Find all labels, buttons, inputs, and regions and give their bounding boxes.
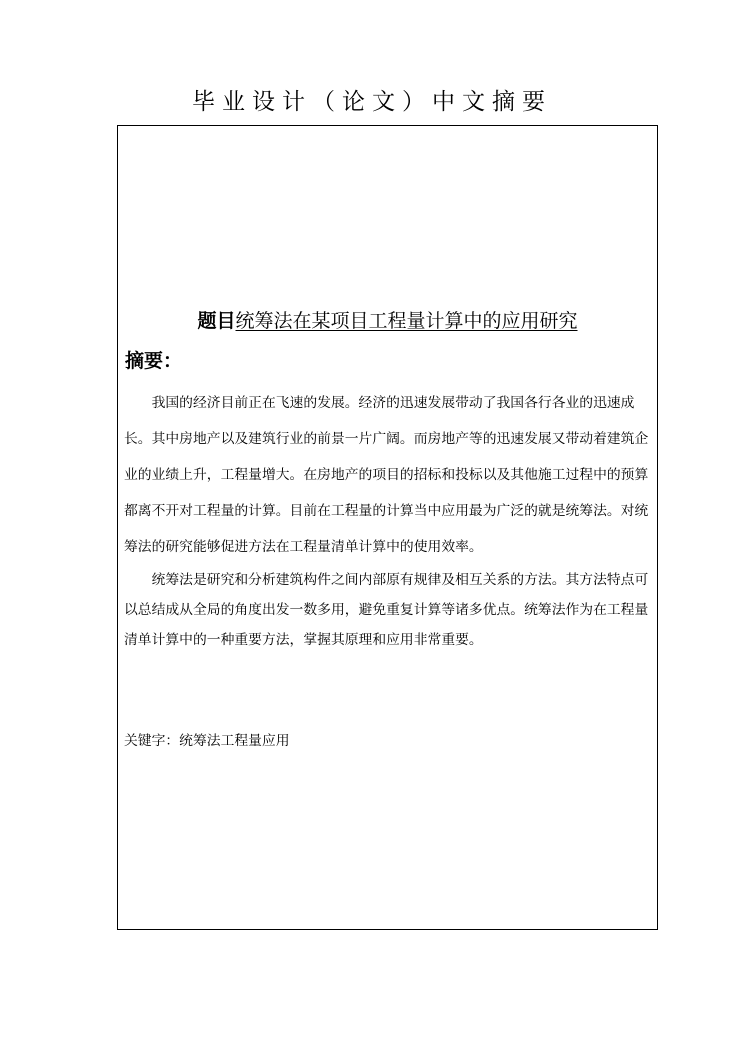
abstract-paragraph-2: 统筹法是研究和分析建筑构件之间内部原有规律及相互关系的方法。其方法特点可以总结成从全局的角度出发一数多用，避免重复计算等诸多优点。统筹法作为在工程量清单计算中的一种重要方法，掌握其原理和应用非常重要。 [124,572,649,648]
title-text: 统筹法在某项目工程量计算中的应用研究 [235,310,578,332]
thesis-title [118,306,657,336]
page-heading: 毕业设计（论文）中文摘要 [192,89,552,115]
abstract-body [124,385,652,655]
abstract-paragraph-1: 我国的经济目前正在飞速的发展。经济的迅速发展带动了我国各行各业的迅速成长。其中房地产以及建筑行业的前景一片广阔。而房地产等的迅速发展又带动着建筑企业的业绩上升，工程量增大。在房地产的项目的招标和投标以及其他施工过程中的预算都离不开对工程量的计算。目前在工程量的计算当中应用最为广泛的就是统筹法。对统筹法的研究能够促进方法在工程量清单计算中的使用效率。 [124,395,649,555]
keywords: 关键字：统筹法工程量应用 [124,733,290,749]
abstract-frame [117,125,658,930]
abstract-heading: 摘要： [125,350,183,372]
title-label: 题目 [197,310,236,332]
